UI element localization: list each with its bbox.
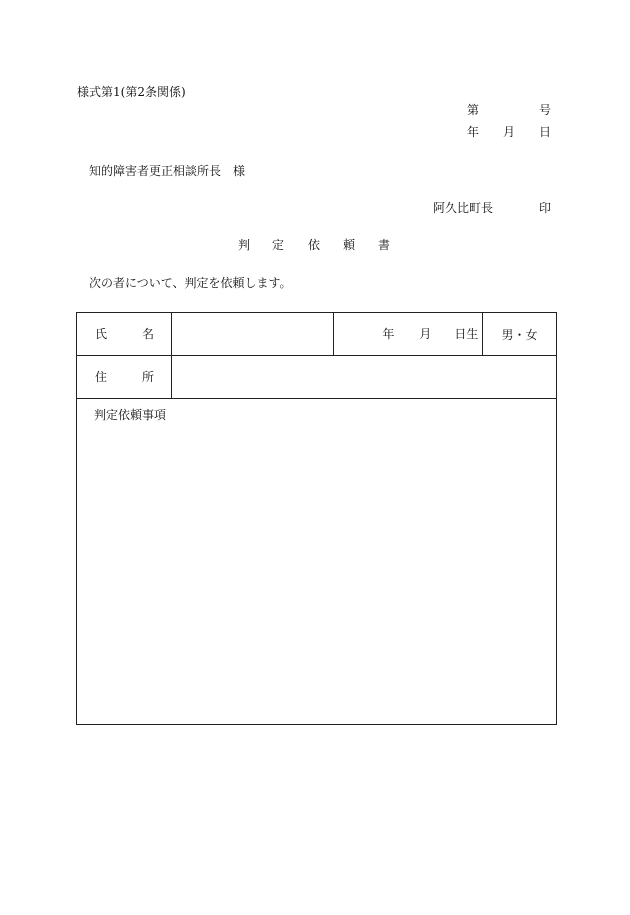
request-matters-field[interactable]: [77, 399, 557, 725]
name-label-2: 名: [142, 327, 155, 341]
dob-month: 月: [419, 327, 432, 341]
date-day: 日: [539, 125, 552, 139]
document-title: [238, 239, 390, 253]
doc-number-suffix: 号: [539, 103, 552, 117]
name-label-1: 氏: [95, 327, 108, 341]
request-matters-label: 判定依頼事項: [94, 408, 167, 422]
name-field[interactable]: [171, 313, 334, 356]
doc-number-prefix: 第: [467, 103, 480, 117]
sender-name: 阿久比町長: [433, 201, 494, 215]
date-month: 月: [503, 125, 516, 139]
birth-date-field[interactable]: [334, 313, 483, 356]
seal-mark: 印: [539, 201, 552, 215]
sex-field[interactable]: 男・女: [483, 313, 557, 356]
addressee: 知的障害者更正相談所長 様: [89, 164, 246, 178]
request-row: [77, 399, 557, 725]
title-char: 書: [378, 238, 391, 252]
intro-text: 次の者について、判定を依頼します。: [89, 276, 292, 290]
form-number: 様式第1(第2条関係): [77, 85, 186, 99]
title-char: 頼: [343, 238, 356, 252]
name-label-cell: [77, 313, 172, 356]
dob-year: 年: [382, 327, 395, 341]
address-label-1: 住: [95, 370, 108, 384]
name-row: [77, 313, 557, 356]
dob-day: 日生: [454, 327, 479, 341]
issue-date: [467, 126, 551, 140]
address-field[interactable]: [171, 356, 556, 399]
title-char: 依: [308, 238, 321, 252]
address-label-2: 所: [142, 370, 155, 384]
address-row: [77, 356, 557, 399]
title-char: 定: [272, 238, 285, 252]
address-label-cell: [77, 356, 172, 399]
title-char: 判: [238, 238, 251, 252]
request-form-table: [76, 312, 557, 725]
date-year: 年: [467, 125, 480, 139]
